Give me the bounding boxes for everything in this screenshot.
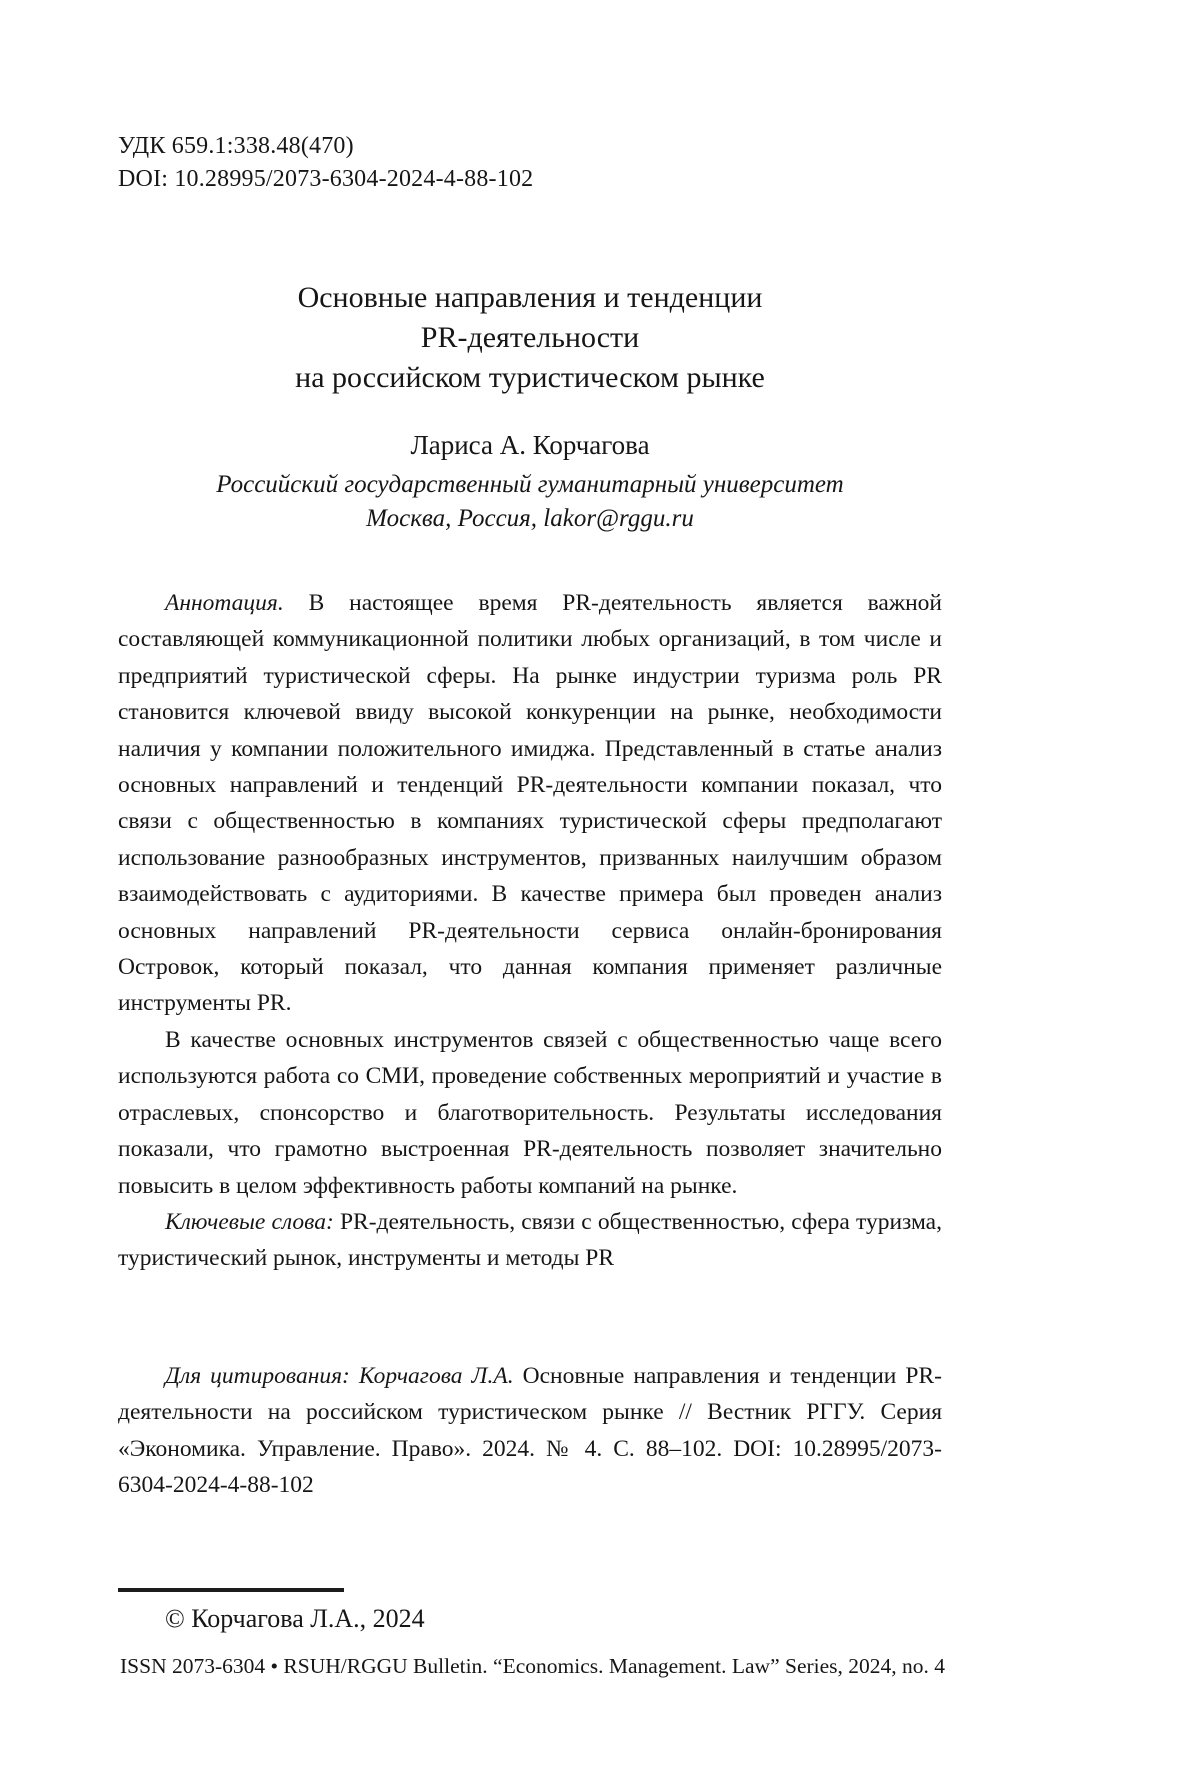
title-line-1: Основные направления и тенденции [297, 281, 763, 314]
article-title [118, 278, 942, 398]
abstract-paragraph-2: В качестве основных инструментов связей с общественностью чаще всего используются работа со СМИ, проведение собственных мероприятий и участие в отраслевых, спонсорство и благотворительность. Результаты исследования показали, что грамотно выстроенная PR-деятельность позволяет значительно повысить в целом эффективность работы компаний на рынке. [118, 1026, 942, 1199]
keywords-label: Ключевые слова: [165, 1208, 334, 1235]
abstract-block [118, 585, 942, 1277]
citation-author: Корчагова Л.А. [349, 1363, 514, 1389]
keywords-paragraph [118, 1204, 942, 1277]
doi-line: DOI: 10.28995/2073-6304-2024-4-88-102 [118, 166, 534, 192]
affiliation-line: Российский государственный гуманитарный университет [216, 471, 844, 498]
affiliation-block [118, 468, 942, 536]
copyright-divider [118, 1588, 344, 1592]
journal-footer: ISSN 2073-6304 • RSUH/RGGU Bulletin. “Economics. Management. Law” Series, 2024, no. 4 [120, 1654, 946, 1678]
copyright-line: © Корчагова Л.А., 2024 [165, 1604, 425, 1633]
title-line-3: на российском туристическом рынке [295, 361, 765, 394]
abstract-label: Аннотация. [165, 590, 284, 616]
abstract-text-1: В настоящее время PR-деятельность является важной составляющей коммуникационной политики любых организаций, в том числе и предприятий туристической сферы. На рынке индустрии туризма роль PR становится ключевой ввиду высокой конкуренции на рынке, необходимости наличия у компании положительного имиджа. Представленный в статье анализ основных направлений и тенденций PR-деятельности компании показал, что связи с общественностью в компаниях туристической сферы предполагают использование разнообразных инструментов, призванных наилучшим образом взаимодействовать с аудиториями. В качестве примера был проведен анализ основных направлений PR-деятельности сервиса онлайн-бронирования Островок, который показал, что данная компания применяет различные инструменты PR. [118, 590, 942, 1017]
citation-text: Основные направления и тенденции PR-деятельности на российском туристическом рынке // Вестник РГГУ. Серия «Экономика. Управление. Право». 2024. № 4. С. 88–102. DOI: 10.28995/2073-6304-2024-4-88-102 [118, 1363, 942, 1499]
abstract-paragraph-1 [118, 585, 942, 1022]
udc-line: УДК 659.1:338.48(470) [118, 133, 354, 159]
citation-block [118, 1358, 942, 1504]
author-name: Лариса А. Корчагова [410, 430, 650, 460]
title-line-2: PR-деятельности [420, 321, 640, 354]
citation-label: Для цитирования: [165, 1363, 350, 1389]
keywords-text: PR-деятельность, связи с общественностью, сфера туризма, туристический рынок, инструменты и методы PR [118, 1208, 942, 1272]
article-meta [118, 130, 533, 196]
citation-paragraph [118, 1358, 942, 1504]
location-email-line: Москва, Россия, lakor@rggu.ru [366, 505, 694, 532]
